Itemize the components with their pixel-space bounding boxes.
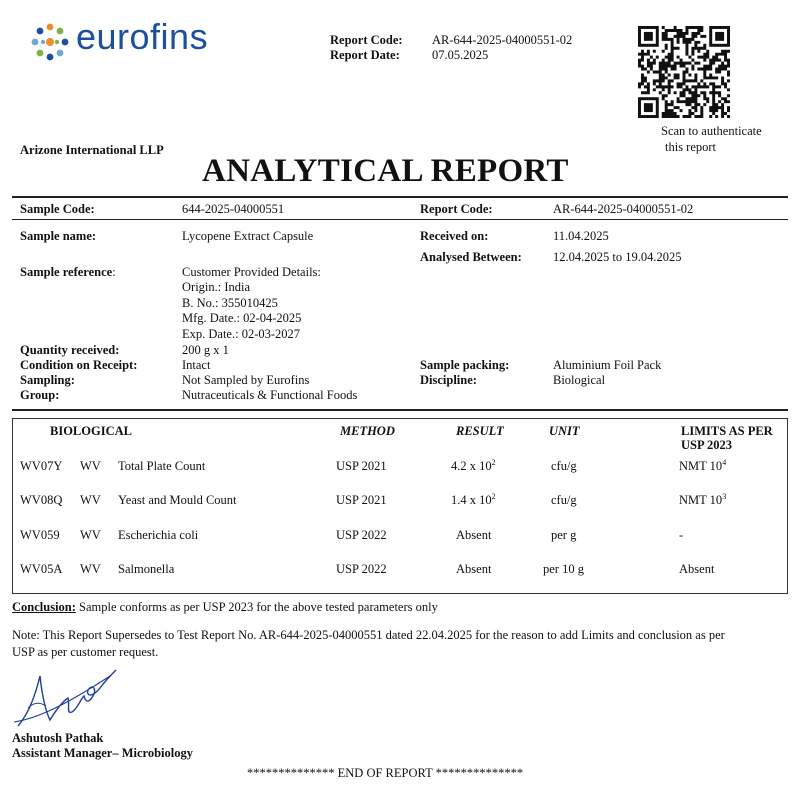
- col-header-unit: UNIT: [549, 424, 580, 438]
- page-title: ANALYTICAL REPORT: [202, 153, 569, 189]
- row-limit-exponent: 4: [722, 457, 727, 467]
- row-result-exponent: 2: [491, 491, 496, 501]
- conclusion-text: Sample conforms as per USP 2023 for the above tested parameters only: [75, 600, 438, 614]
- signature-image: [10, 662, 120, 732]
- row-limit-text: NMT 10: [679, 459, 723, 473]
- row-parameter: Escherichia coli: [118, 528, 199, 542]
- header-report-date-label: Report Date:: [330, 48, 400, 62]
- quantity-label: Quantity received:: [20, 343, 120, 357]
- end-of-report: ************** END OF REPORT **************: [247, 766, 524, 780]
- analysed-value: 12.04.2025 to 19.04.2025: [553, 250, 682, 264]
- header-report-date-value: 07.05.2025: [432, 48, 489, 62]
- conclusion-label: Conclusion:: [12, 600, 76, 614]
- row-result-text: 1.4 x 10: [451, 493, 492, 507]
- row-result: Absent: [456, 528, 492, 542]
- row-result: [451, 459, 496, 474]
- row-unit: cfu/g: [551, 493, 577, 507]
- row-lab: WV: [80, 562, 101, 576]
- reference-line: Customer Provided Details:: [182, 265, 321, 279]
- row-limit-text: NMT 10: [679, 493, 723, 507]
- row-code: WV059: [20, 528, 60, 542]
- condition-value: Intact: [182, 358, 211, 372]
- sample-reference-label: [20, 265, 116, 280]
- sample-name-value: Lycopene Extract Capsule: [182, 229, 314, 243]
- row-unit: per 10 g: [543, 562, 584, 576]
- logo-wordmark: eurofins: [76, 16, 209, 57]
- row-parameter: Total Plate Count: [118, 459, 206, 473]
- eurofins-logo: [30, 16, 220, 62]
- col-header-limits-line1: LIMITS AS PER: [681, 424, 773, 438]
- condition-label: Condition on Receipt:: [20, 358, 138, 372]
- report-code-label: Report Code:: [420, 202, 493, 216]
- header-report-code-label: Report Code:: [330, 33, 403, 47]
- reference-line: Exp. Date.: 02-03-2027: [182, 327, 301, 341]
- row-lab: WV: [80, 459, 101, 473]
- qr-code[interactable]: [638, 26, 730, 118]
- received-label: Received on:: [420, 229, 489, 243]
- row-limit: [679, 493, 726, 508]
- reference-line: Mfg. Date.: 02-04-2025: [182, 311, 302, 325]
- row-result-text: 4.2 x 10: [451, 459, 492, 473]
- row-method: USP 2022: [336, 528, 387, 542]
- row-code: WV07Y: [20, 459, 63, 473]
- header-report-code-value: AR-644-2025-04000551-02: [432, 33, 573, 47]
- row-result: Absent: [456, 562, 492, 576]
- quantity-value: 200 g x 1: [182, 343, 229, 357]
- row-method: USP 2021: [336, 459, 387, 473]
- row-method: USP 2022: [336, 562, 387, 576]
- note-line1: Note: This Report Supersedes to Test Report No. AR-644-2025-04000551 dated 22.04.2025 for the reason to add Limits and conclusion as per: [12, 628, 725, 642]
- eurofins-dots-icon: [30, 22, 70, 62]
- sample-reference-colon: :: [112, 265, 116, 279]
- sample-details-divider: [12, 409, 788, 411]
- row-unit: per g: [551, 528, 577, 542]
- row-limit: [679, 459, 726, 474]
- row-code: WV08Q: [20, 493, 63, 507]
- signatory-title: Assistant Manager– Microbiology: [12, 746, 194, 760]
- row-code: WV05A: [20, 562, 63, 576]
- sample-name-label: Sample name:: [20, 229, 97, 243]
- qr-code-icon: [638, 26, 730, 118]
- row-lab: WV: [80, 528, 101, 542]
- row-result-exponent: 2: [491, 457, 496, 467]
- note-line2: USP as per customer request.: [12, 645, 159, 659]
- row-limit: Absent: [679, 562, 715, 576]
- row-unit: cfu/g: [551, 459, 577, 473]
- signatory-name: Ashutosh Pathak: [12, 731, 104, 745]
- packing-value: Aluminium Foil Pack: [553, 358, 662, 372]
- conclusion: [12, 600, 438, 615]
- packing-label: Sample packing:: [420, 358, 510, 372]
- reference-line: B. No.: 355010425: [182, 296, 278, 310]
- group-value: Nutraceuticals & Functional Foods: [182, 388, 358, 402]
- row-parameter: Yeast and Mould Count: [118, 493, 237, 507]
- row-parameter: Salmonella: [118, 562, 175, 576]
- row-method: USP 2021: [336, 493, 387, 507]
- sampling-value: Not Sampled by Eurofins: [182, 373, 310, 387]
- report-code-value: AR-644-2025-04000551-02: [553, 202, 694, 216]
- col-header-result: RESULT: [456, 424, 504, 438]
- row-limit-exponent: 3: [722, 491, 727, 501]
- qr-caption-line2: this report: [665, 140, 717, 154]
- discipline-label: Discipline:: [420, 373, 477, 387]
- sample-code-divider: [12, 219, 788, 220]
- customer-name: Arizone International LLP: [20, 143, 164, 157]
- col-header-biological: BIOLOGICAL: [50, 424, 132, 438]
- sample-reference-label-text: Sample reference: [20, 265, 113, 279]
- col-header-limits-line2: USP 2023: [681, 438, 733, 452]
- sampling-label: Sampling:: [20, 373, 75, 387]
- qr-caption-line1: Scan to authenticate: [661, 124, 762, 138]
- row-lab: WV: [80, 493, 101, 507]
- sample-code-label: Sample Code:: [20, 202, 95, 216]
- group-label: Group:: [20, 388, 60, 402]
- sample-code-value: 644-2025-04000551: [182, 202, 285, 216]
- row-result: [451, 493, 496, 508]
- discipline-value: Biological: [553, 373, 606, 387]
- col-header-method: METHOD: [340, 424, 395, 438]
- reference-line: Origin.: India: [182, 280, 251, 294]
- title-divider: [12, 196, 788, 198]
- received-value: 11.04.2025: [553, 229, 609, 243]
- row-limit: -: [679, 528, 684, 542]
- analysed-label: Analysed Between:: [420, 250, 522, 264]
